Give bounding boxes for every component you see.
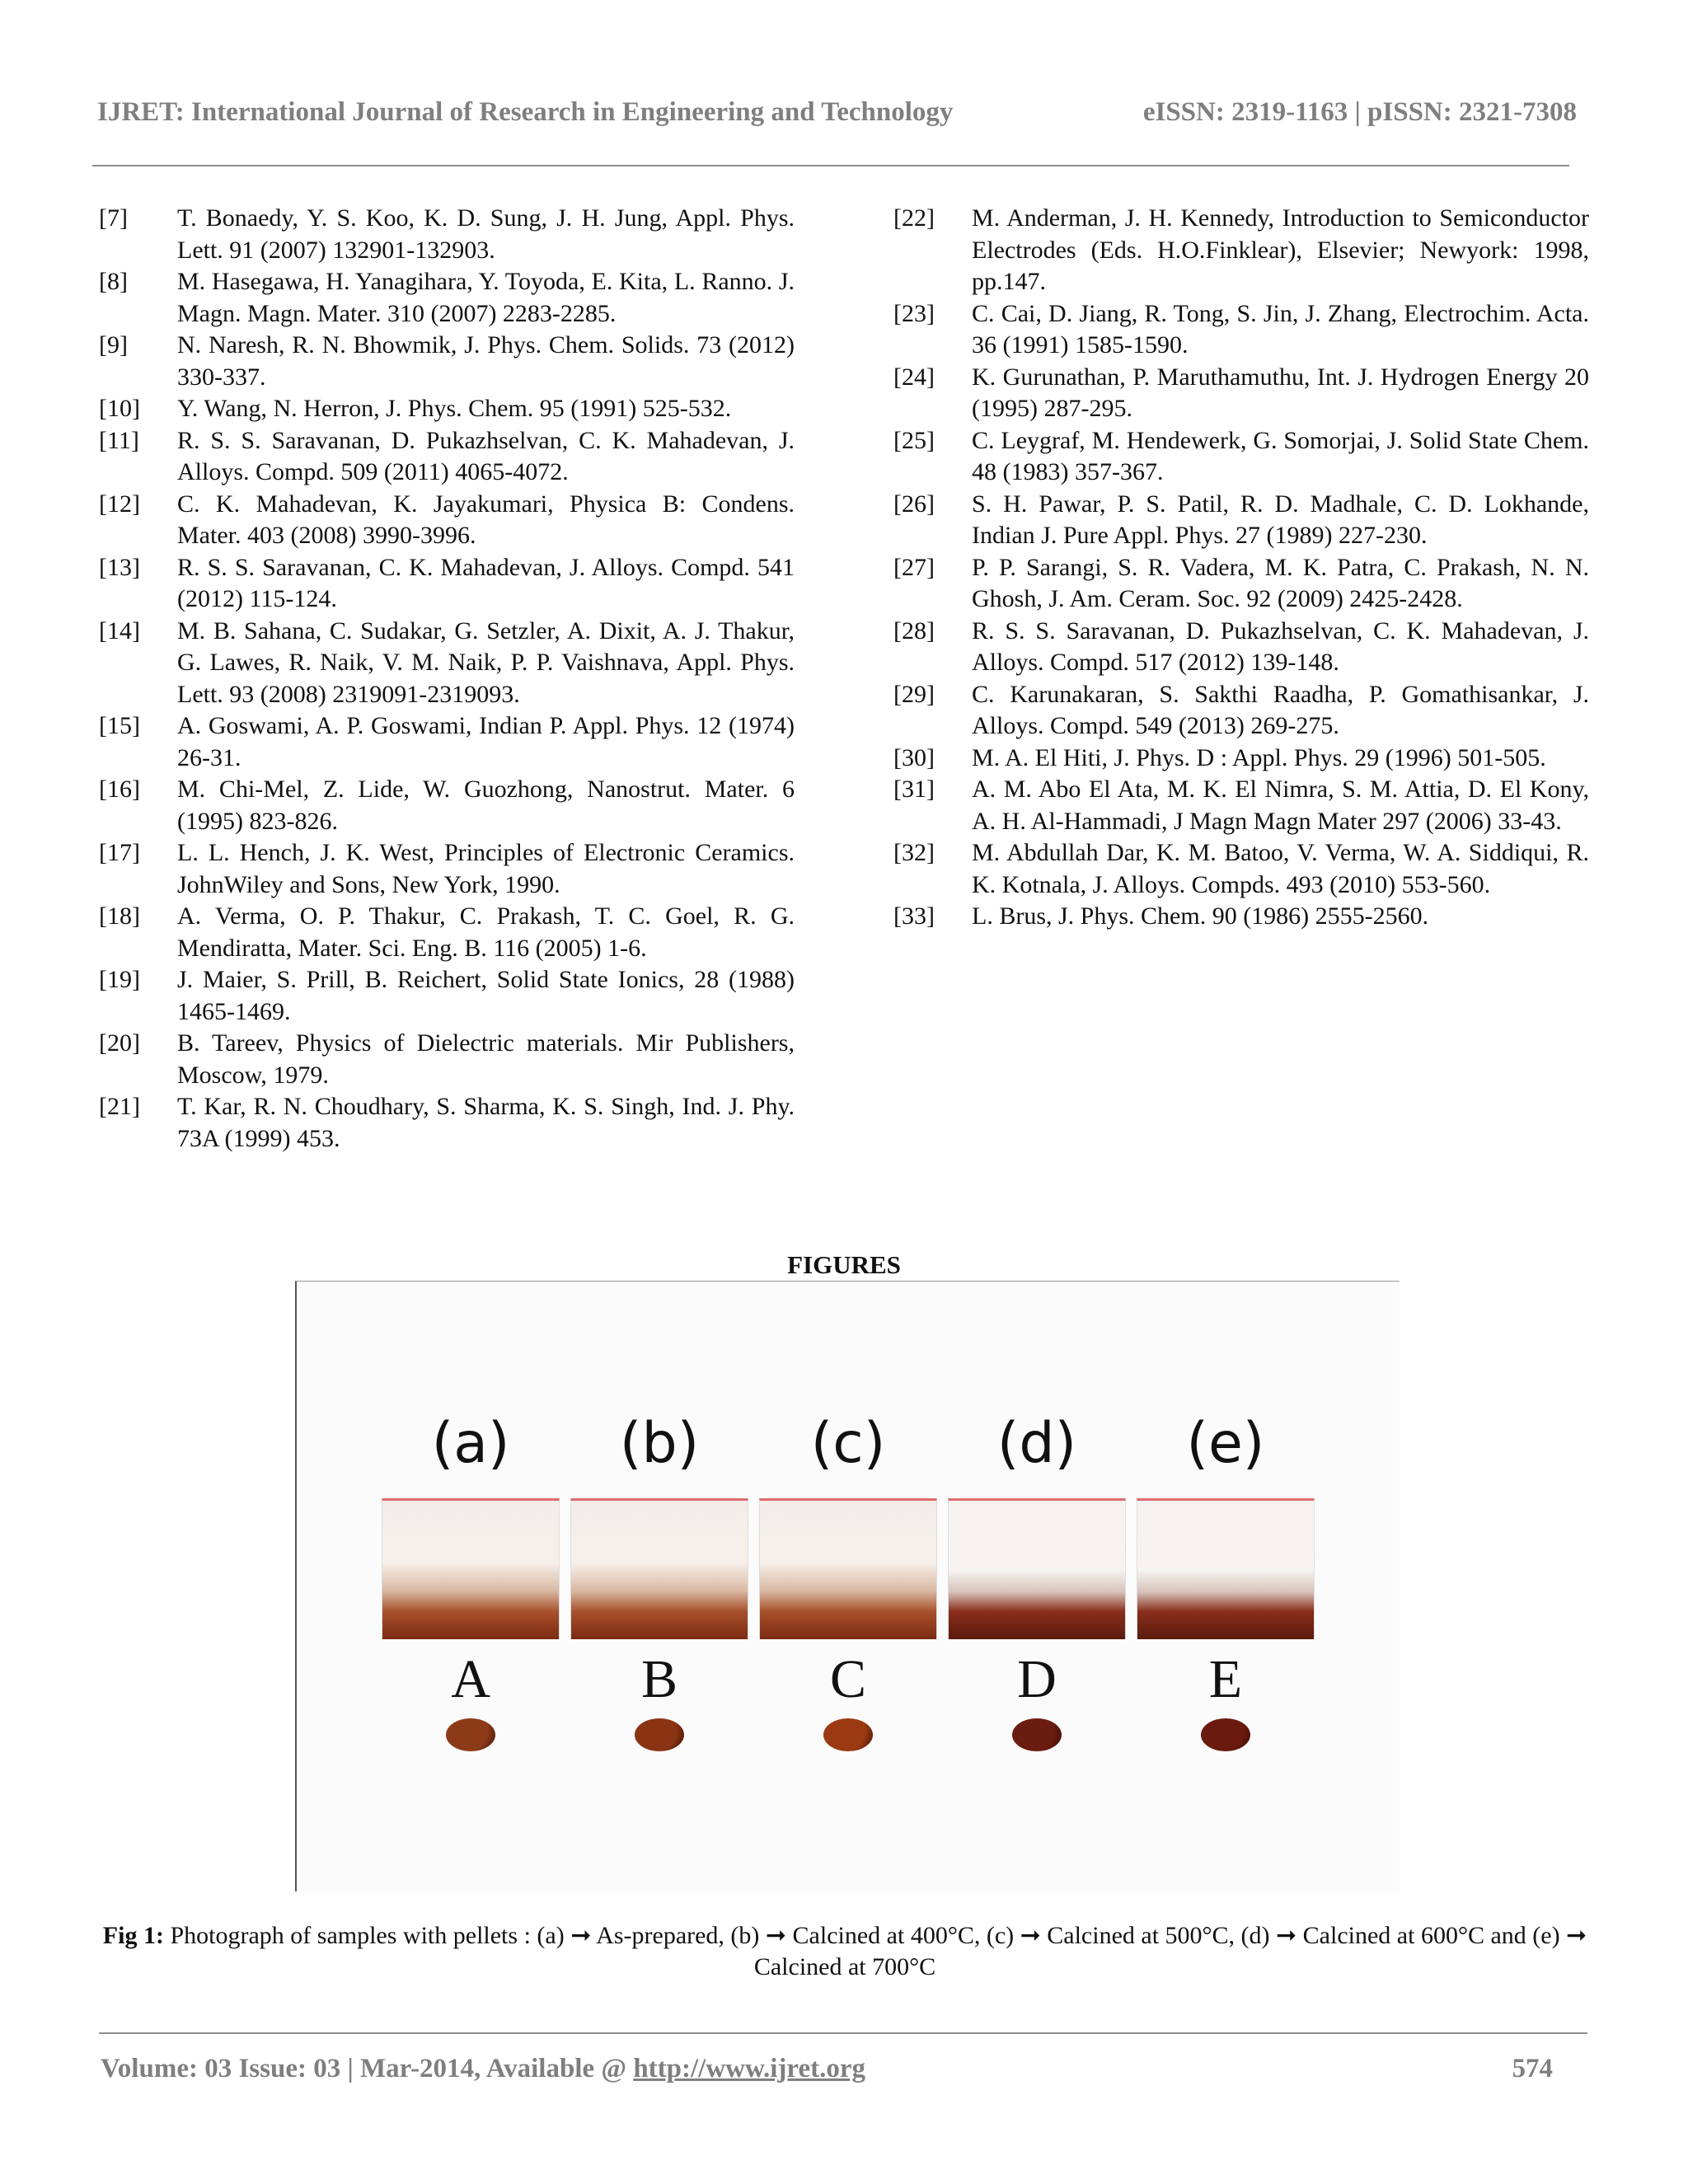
reference-number: [14] — [99, 616, 140, 644]
reference-text: C. Karunakaran, S. Sakthi Raadha, P. Gomathisankar, J. Alloys. Compd. 549 (2013) 269-275. — [972, 680, 1589, 739]
reference-number: [30] — [893, 743, 935, 771]
footer-volume: Volume: 03 Issue: 03 | Mar-2014, Available @ — [101, 2054, 634, 2083]
sample-label-e: (e) — [1186, 1411, 1265, 1476]
pellet-e — [1201, 1718, 1250, 1751]
sample-label-c: (c) — [810, 1411, 886, 1476]
reference-number: [9] — [99, 331, 128, 359]
sample-bag-e — [1137, 1498, 1315, 1639]
reference-text: K. Gurunathan, P. Maruthamuthu, Int. J. Hydrogen Energy 20 (1995) 287-295. — [972, 363, 1589, 422]
reference-item — [99, 203, 795, 266]
figure-photo — [295, 1281, 1400, 1891]
references-right-column — [893, 203, 1589, 933]
reference-text: M. B. Sahana, C. Sudakar, G. Setzler, A. Dixit, A. J. Thakur, G. Lawes, R. Naik, V. M. Naik, P. P. Vaishnava, Appl. Phys. Lett. 93 (2008) 2319091-2319093. — [177, 616, 795, 708]
sample-label-b: (b) — [619, 1411, 700, 1476]
reference-item — [99, 837, 795, 901]
sample-caption-d: D — [1017, 1649, 1057, 1709]
reference-number: [18] — [99, 902, 140, 930]
reference-number: [26] — [893, 490, 935, 518]
reference-item — [893, 616, 1589, 679]
reference-number: [25] — [893, 426, 935, 454]
references-left-column — [99, 203, 795, 1155]
figures-heading: FIGURES — [787, 1250, 901, 1279]
reference-text: C. Cai, D. Jiang, R. Tong, S. Jin, J. Zhang, Electrochim. Acta. 36 (1991) 1585-1590. — [972, 299, 1589, 359]
reference-item — [99, 489, 795, 552]
reference-number: [19] — [99, 966, 140, 993]
reference-text: R. S. S. Saravanan, D. Pukazhselvan, C. K. Mahadevan, J. Alloys. Compd. 517 (2012) 139-148. — [972, 616, 1589, 676]
reference-item — [99, 710, 795, 774]
reference-item — [99, 774, 795, 837]
header-rule — [92, 165, 1569, 166]
reference-item — [893, 298, 1589, 362]
reference-number: [16] — [99, 776, 140, 803]
reference-text: S. H. Pawar, P. S. Patil, R. D. Madhale, C. D. Lokhande, Indian J. Pure Appl. Phys. 27 (1989) 227-230. — [972, 490, 1589, 549]
reference-text: N. Naresh, R. N. Bhowmik, J. Phys. Chem. Solids. 73 (2012) 330-337. — [177, 331, 795, 391]
reference-number: [8] — [99, 268, 128, 295]
reference-text: R. S. S. Saravanan, D. Pukazhselvan, C. K. Mahadevan, J. Alloys. Compd. 509 (2011) 4065-4072. — [177, 426, 795, 485]
reference-item — [893, 837, 1589, 901]
sample-bag-b — [570, 1498, 748, 1639]
issn: eISSN: 2319-1163 | pISSN: 2321-7308 — [1142, 97, 1577, 127]
reference-text: C. K. Mahadevan, K. Jayakumari, Physica B: Condens. Mater. 403 (2008) 3990-3996. — [177, 490, 795, 549]
reference-text: A. Verma, O. P. Thakur, C. Prakash, T. C. Goel, R. G. Mendiratta, Mater. Sci. Eng. B. 116 (2005) 1-6. — [177, 902, 795, 962]
footer-url-link[interactable]: http://www.ijret.org — [633, 2054, 865, 2083]
reference-text: M. A. El Hiti, J. Phys. D : Appl. Phys. 29 (1996) 501-505. — [972, 743, 1546, 771]
sample-caption-e: E — [1208, 1649, 1243, 1709]
sample-caption-a: A — [451, 1649, 490, 1709]
reference-number: [20] — [99, 1029, 140, 1057]
reference-text: A. M. Abo El Ata, M. K. El Nimra, S. M. Attia, D. El Kony, A. H. Al-Hammadi, J Magn Magn Mater 297 (2006) 33-43. — [972, 776, 1589, 835]
figure-caption-label: Fig 1: — [102, 1922, 164, 1949]
reference-text: Y. Wang, N. Herron, J. Phys. Chem. 95 (1991) 525-532. — [177, 395, 732, 422]
reference-number: [10] — [99, 395, 140, 422]
sample-bag-c — [759, 1498, 937, 1639]
figure-caption-text: Photograph of samples with pellets : (a) ➞ As-prepared, (b) ➞ Calcined at 400°C, (c) ➞ Calcined at 500°C, (d) ➞ Calcined at 600°C and (e) ➞ Calcined at 700°C — [170, 1922, 1587, 1980]
page-footer — [101, 2054, 1553, 2084]
reference-text: A. Goswami, A. P. Goswami, Indian P. Appl. Phys. 12 (1974) 26-31. — [177, 712, 795, 771]
reference-item — [893, 203, 1589, 298]
pellet-a — [446, 1718, 495, 1751]
reference-number: [17] — [99, 839, 140, 866]
reference-text: R. S. S. Saravanan, C. K. Mahadevan, J. Alloys. Compd. 541 (2012) 115-124. — [177, 553, 795, 612]
reference-number: [32] — [893, 839, 935, 866]
reference-text: T. Bonaedy, Y. S. Koo, K. D. Sung, J. H. Jung, Appl. Phys. Lett. 91 (2007) 132901-132903. — [177, 204, 795, 264]
reference-text: C. Leygraf, M. Hendewerk, G. Somorjai, J. Solid State Chem. 48 (1983) 357-367. — [972, 426, 1589, 485]
page-header — [97, 97, 1577, 138]
reference-item — [99, 964, 795, 1028]
reference-text: J. Maier, S. Prill, B. Reichert, Solid State Ionics, 28 (1988) 1465-1469. — [177, 966, 795, 1025]
footer-rule — [99, 2032, 1587, 2034]
reference-number: [12] — [99, 490, 140, 518]
reference-item — [893, 679, 1589, 743]
sample-caption-c: C — [829, 1649, 867, 1709]
pellet-d — [1012, 1718, 1062, 1751]
reference-number: [27] — [893, 553, 935, 581]
reference-text: M. Abdullah Dar, K. M. Batoo, V. Verma, W. A. Siddiqui, R. K. Kotnala, J. Alloys. Compds. 493 (2010) 553-560. — [972, 839, 1589, 898]
reference-number: [21] — [99, 1093, 140, 1120]
reference-text: B. Tareev, Physics of Dielectric materials. Mir Publishers, Moscow, 1979. — [177, 1029, 795, 1089]
reference-item — [99, 901, 795, 964]
reference-number: [24] — [893, 363, 935, 391]
reference-item — [99, 616, 795, 711]
reference-item — [99, 1091, 795, 1155]
pellet-c — [823, 1718, 873, 1751]
reference-text: M. Anderman, J. H. Kennedy, Introduction to Semiconductor Electrodes (Eds. H.O.Finklear), Elsevier; Newyork: 1998, pp.147. — [972, 204, 1589, 295]
reference-item — [893, 362, 1589, 425]
sample-bag-d — [948, 1498, 1126, 1639]
reference-item — [893, 489, 1589, 552]
reference-text: L. Brus, J. Phys. Chem. 90 (1986) 2555-2560. — [972, 902, 1429, 930]
reference-item — [893, 774, 1589, 837]
reference-number: [23] — [893, 299, 935, 327]
reference-item — [99, 1028, 795, 1091]
reference-text: M. Chi-Mel, Z. Lide, W. Guozhong, Nanostrut. Mater. 6 (1995) 823-826. — [177, 776, 795, 835]
sample-caption-b: B — [641, 1649, 678, 1709]
reference-number: [28] — [893, 616, 935, 644]
sample-label-d: (d) — [996, 1411, 1077, 1476]
reference-number: [29] — [893, 680, 935, 708]
reference-item — [893, 901, 1589, 933]
reference-text: M. Hasegawa, H. Yanagihara, Y. Toyoda, E. Kita, L. Ranno. J. Magn. Magn. Mater. 310 (2007) 2283-2285. — [177, 268, 795, 327]
reference-number: [11] — [99, 426, 139, 454]
reference-item — [99, 393, 795, 425]
reference-number: [15] — [99, 712, 140, 739]
figure-caption — [101, 1920, 1589, 1983]
reference-item — [99, 330, 795, 393]
reference-number: [13] — [99, 553, 140, 581]
reference-item — [99, 425, 795, 489]
reference-number: [22] — [893, 204, 935, 232]
reference-text: T. Kar, R. N. Choudhary, S. Sharma, K. S. Singh, Ind. J. Phy. 73A (1999) 453. — [177, 1093, 795, 1152]
pellet-b — [635, 1718, 684, 1751]
reference-text: L. L. Hench, J. K. West, Principles of Electronic Ceramics. JohnWiley and Sons, New York, 1990. — [177, 839, 795, 898]
reference-item — [893, 552, 1589, 616]
reference-item — [99, 266, 795, 330]
reference-item — [99, 552, 795, 616]
journal-title: IJRET: International Journal of Research in Engineering and Technology — [97, 97, 954, 127]
reference-text: P. P. Sarangi, S. R. Vadera, M. K. Patra, C. Prakash, N. N. Ghosh, J. Am. Ceram. Soc. 92 (2009) 2425-2428. — [972, 553, 1589, 612]
sample-label-a: (a) — [431, 1411, 510, 1476]
page-number: 574 — [1512, 2054, 1553, 2083]
reference-number: [33] — [893, 902, 935, 930]
reference-number: [31] — [893, 776, 935, 803]
reference-item — [893, 425, 1589, 489]
reference-item — [893, 743, 1589, 775]
reference-number: [7] — [99, 204, 128, 232]
sample-bag-a — [382, 1498, 560, 1639]
